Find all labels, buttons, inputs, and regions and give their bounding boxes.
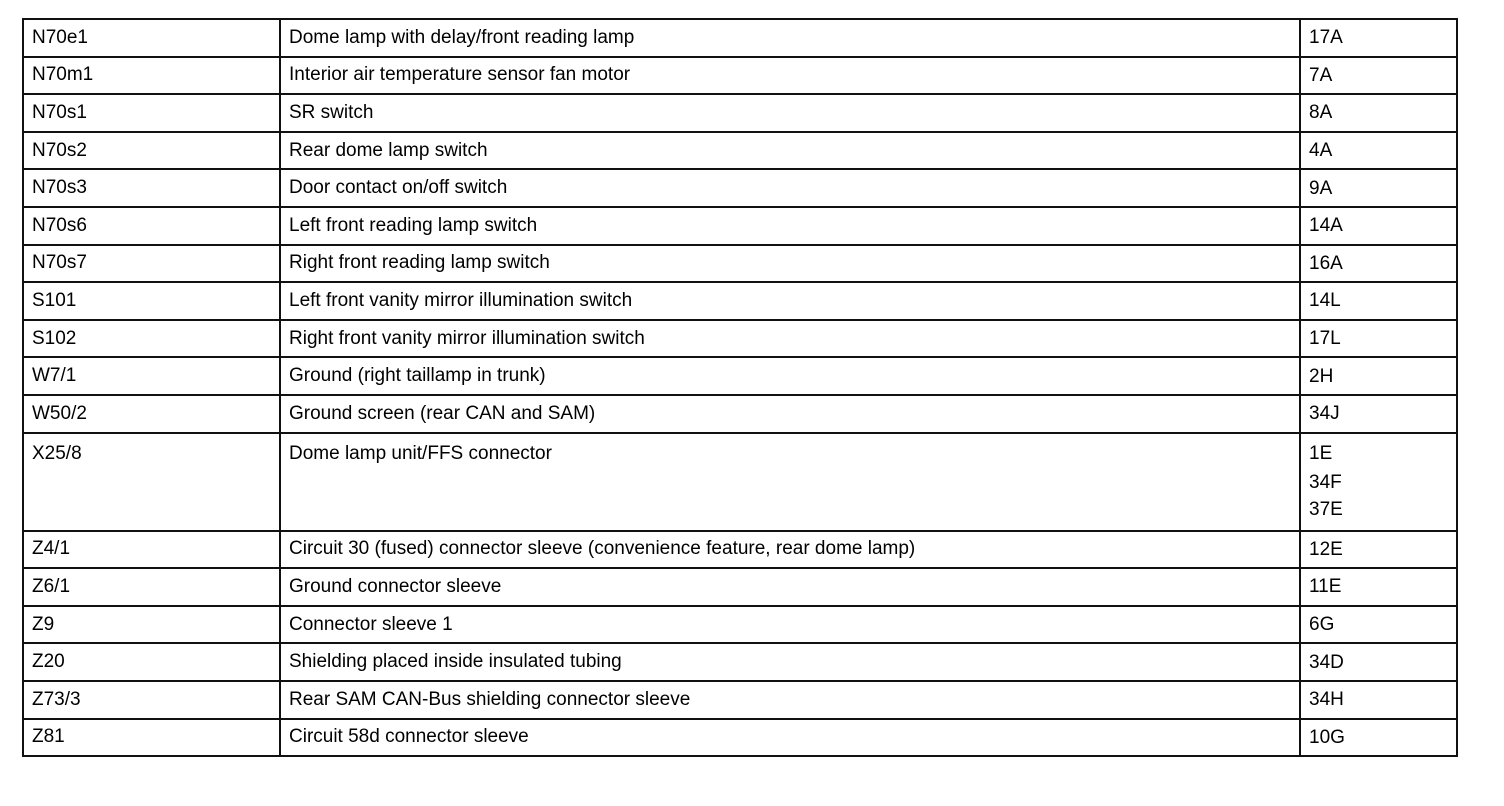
- grid-location-value: 9A: [1309, 177, 1333, 199]
- grid-location: [1300, 282, 1457, 320]
- component-description: Shielding placed inside insulated tubing: [280, 643, 1300, 681]
- grid-location-value: 1E: [1309, 442, 1333, 464]
- component-description: Right front vanity mirror illumination switch: [280, 320, 1300, 358]
- component-description: Connector sleeve 1: [280, 606, 1300, 644]
- grid-location-value: 37E: [1309, 498, 1343, 520]
- grid-location-value: 12E: [1309, 538, 1343, 560]
- component-code: W50/2: [23, 395, 280, 433]
- component-description: Circuit 58d connector sleeve: [280, 719, 1300, 757]
- component-description: Interior air temperature sensor fan motor: [280, 57, 1300, 95]
- component-description: Ground connector sleeve: [280, 568, 1300, 606]
- grid-location: [1300, 395, 1457, 433]
- component-description: Door contact on/off switch: [280, 169, 1300, 207]
- grid-location: [1300, 94, 1457, 132]
- table-row: [23, 282, 1457, 320]
- component-code: Z20: [23, 643, 280, 681]
- component-code: Z4/1: [23, 531, 280, 569]
- component-description: Ground (right taillamp in trunk): [280, 357, 1300, 395]
- grid-location-value: 6G: [1309, 614, 1335, 636]
- component-code: N70s6: [23, 207, 280, 245]
- grid-location: [1300, 568, 1457, 606]
- component-code: N70s1: [23, 94, 280, 132]
- grid-location: [1300, 320, 1457, 358]
- grid-location-value: 17L: [1309, 328, 1341, 350]
- component-code: S101: [23, 282, 280, 320]
- component-description: Left front vanity mirror illumination switch: [280, 282, 1300, 320]
- grid-location-value: 14L: [1309, 290, 1341, 312]
- grid-location: [1300, 132, 1457, 170]
- component-code: N70e1: [23, 19, 280, 57]
- component-code: N70s7: [23, 245, 280, 283]
- component-description: Dome lamp with delay/front reading lamp: [280, 19, 1300, 57]
- table-row: [23, 245, 1457, 283]
- component-description: Dome lamp unit/FFS connector: [280, 433, 1300, 531]
- component-description: Circuit 30 (fused) connector sleeve (convenience feature, rear dome lamp): [280, 531, 1300, 569]
- component-code: S102: [23, 320, 280, 358]
- legend-table-body: [23, 19, 1457, 756]
- grid-location: [1300, 357, 1457, 395]
- grid-location-value: 34F: [1309, 471, 1342, 493]
- grid-location: [1300, 719, 1457, 757]
- table-row: [23, 169, 1457, 207]
- grid-location: [1300, 433, 1457, 531]
- component-code: X25/8: [23, 433, 280, 531]
- grid-location: [1300, 681, 1457, 719]
- component-description: SR switch: [280, 94, 1300, 132]
- grid-location-value: 34J: [1309, 403, 1340, 425]
- table-row: [23, 531, 1457, 569]
- component-code: N70s3: [23, 169, 280, 207]
- table-row: [23, 433, 1457, 531]
- grid-location-value: 17A: [1309, 27, 1343, 49]
- table-row: [23, 395, 1457, 433]
- grid-location: [1300, 531, 1457, 569]
- grid-location-value: 34D: [1309, 651, 1344, 673]
- grid-location: [1300, 606, 1457, 644]
- table-row: [23, 357, 1457, 395]
- table-row: [23, 643, 1457, 681]
- table-row: [23, 681, 1457, 719]
- component-code: Z81: [23, 719, 280, 757]
- grid-location-value: 4A: [1309, 140, 1333, 162]
- grid-location-value: 10G: [1309, 726, 1345, 748]
- table-row: [23, 320, 1457, 358]
- table-row: [23, 94, 1457, 132]
- table-row: [23, 132, 1457, 170]
- component-description: Left front reading lamp switch: [280, 207, 1300, 245]
- grid-location-value: 7A: [1309, 64, 1333, 86]
- grid-location: [1300, 207, 1457, 245]
- component-description: Ground screen (rear CAN and SAM): [280, 395, 1300, 433]
- grid-location-value: 14A: [1309, 215, 1343, 237]
- table-row: [23, 719, 1457, 757]
- component-code: Z9: [23, 606, 280, 644]
- grid-location: [1300, 57, 1457, 95]
- table-row: [23, 57, 1457, 95]
- component-code: Z6/1: [23, 568, 280, 606]
- grid-location: [1300, 245, 1457, 283]
- grid-location-value: 2H: [1309, 365, 1334, 387]
- grid-location: [1300, 19, 1457, 57]
- component-code: W7/1: [23, 357, 280, 395]
- grid-location-value: 11E: [1309, 576, 1342, 598]
- table-row: [23, 19, 1457, 57]
- grid-location-value: 34H: [1309, 689, 1344, 711]
- component-description: Rear dome lamp switch: [280, 132, 1300, 170]
- table-row: [23, 606, 1457, 644]
- grid-location: [1300, 169, 1457, 207]
- component-legend-table: [22, 18, 1458, 757]
- table-row: [23, 207, 1457, 245]
- component-code: N70m1: [23, 57, 280, 95]
- component-description: Right front reading lamp switch: [280, 245, 1300, 283]
- component-code: Z73/3: [23, 681, 280, 719]
- table-row: [23, 568, 1457, 606]
- grid-location-value: 8A: [1309, 102, 1333, 124]
- grid-location-value: 16A: [1309, 252, 1343, 274]
- grid-location: [1300, 643, 1457, 681]
- component-description: Rear SAM CAN-Bus shielding connector sleeve: [280, 681, 1300, 719]
- component-code: N70s2: [23, 132, 280, 170]
